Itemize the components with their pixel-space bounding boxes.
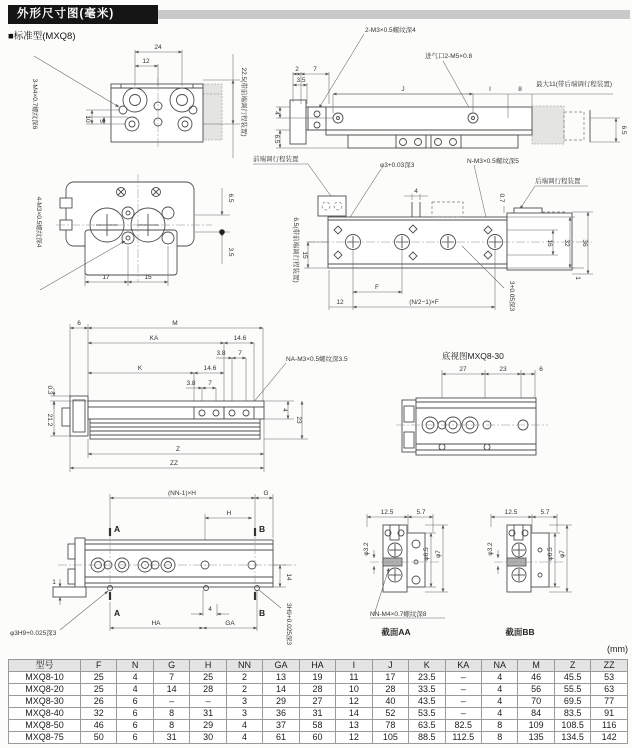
column-header: Z (554, 660, 590, 672)
column-header: KA (445, 660, 481, 672)
value-cell: 31 (299, 708, 335, 720)
value-cell: 31 (190, 708, 226, 720)
dim-14p6-b: 14.6 (203, 365, 217, 372)
value-cell: 29 (263, 696, 299, 708)
value-cell: 63.5 (409, 720, 445, 732)
value-cell: 4 (226, 732, 262, 744)
value-cell: 23.5 (409, 672, 445, 684)
dim-21p2: 21.2 (46, 413, 53, 427)
value-cell: 28 (372, 684, 408, 696)
bb-dim-phi3p2: φ3.2 (487, 542, 494, 556)
bb-dim-phi6p5: φ6.5 (547, 547, 554, 561)
dim-Z: Z (176, 446, 180, 453)
dim-7: 7 (313, 66, 317, 73)
value-cell: 26 (81, 696, 117, 708)
value-cell: 69.5 (554, 696, 590, 708)
value-cell: 14 (336, 708, 372, 720)
model-cell: MXQ8-10 (9, 672, 81, 684)
value-cell: 53.5 (409, 708, 445, 720)
thread-callout: 2-M3×0.5螺纹深4 (365, 27, 416, 34)
value-cell: 46 (518, 672, 554, 684)
value-cell: 112.5 (445, 732, 481, 744)
value-cell: 56 (518, 684, 554, 696)
value-cell: 78 (372, 720, 408, 732)
column-header: NA (481, 660, 517, 672)
section-aa-title: 截面AA (381, 627, 411, 637)
table-row (9, 732, 628, 744)
section-mark-B-bottom: B (259, 608, 266, 618)
dim-1: 1 (574, 276, 581, 280)
dim-3p8-a: 3.8 (216, 350, 226, 357)
column-header: HA (299, 660, 335, 672)
model-cell: MXQ8-20 (9, 684, 81, 696)
value-cell: 36 (263, 708, 299, 720)
bottom-view-title: 底视图MXQ8-30 (442, 351, 504, 361)
value-cell: 40 (372, 696, 408, 708)
value-cell: 2 (226, 672, 262, 684)
value-cell: 77 (591, 696, 628, 708)
bottom-view-drawing (396, 344, 632, 474)
dim-14p6-a: 14.6 (233, 335, 247, 342)
value-cell: – (445, 684, 481, 696)
value-cell: 12 (336, 732, 372, 744)
column-header: M (518, 660, 554, 672)
dim-17: 17 (102, 274, 110, 281)
value-cell: – (445, 672, 481, 684)
max-stroke-note: 最大11(带后端调行程装置) (536, 81, 613, 88)
column-header: 型号 (9, 660, 81, 672)
value-cell: 37 (263, 720, 299, 732)
dim-23: 23 (499, 366, 507, 373)
rear-adjuster-label: 后端调行程装置 (535, 178, 581, 185)
value-cell: – (445, 708, 481, 720)
value-cell: 70 (518, 696, 554, 708)
dim-8: 8 (518, 86, 522, 93)
dim-10: 10 (84, 115, 91, 123)
dim-KA: KA (149, 335, 159, 342)
value-cell: 84 (518, 708, 554, 720)
model-cell: MXQ8-40 (9, 708, 81, 720)
thread-callout: 4-M3×0.5螺纹深4 (35, 196, 42, 248)
dim-14: 14 (285, 573, 292, 581)
page-title: 外形尺寸图(毫米) (8, 5, 158, 24)
dim-NN-pitch: (NN-1)×H (168, 490, 196, 497)
dim-6: 6 (539, 366, 543, 373)
value-cell: 19 (299, 672, 335, 684)
value-cell: 3 (226, 708, 262, 720)
section-bb-title: 截面BB (505, 627, 535, 637)
dim-4: 4 (208, 606, 212, 613)
value-cell: 11 (336, 672, 372, 684)
arm-side-view-drawing (28, 314, 398, 482)
value-cell: 14 (153, 684, 189, 696)
under-view-drawing (8, 170, 264, 318)
value-cell: 91 (591, 708, 628, 720)
table-row (9, 672, 628, 684)
value-cell: 8 (153, 708, 189, 720)
value-cell: 25 (81, 672, 117, 684)
dim-H: H (226, 510, 232, 517)
thread-callout: NA-M3×0.5螺纹深3.5 (286, 356, 348, 363)
model-cell: MXQ8-50 (9, 720, 81, 732)
dim-1: 1 (52, 579, 56, 586)
dim-36: 36 (581, 239, 588, 247)
value-cell: 6 (117, 732, 153, 744)
series-subtitle: ■标准型(MXQ8) (8, 31, 76, 42)
value-cell: 33.5 (409, 684, 445, 696)
thread-callout: N-M3×0.5螺纹深5 (467, 158, 519, 165)
dim-M: M (172, 320, 178, 327)
value-cell: 10 (336, 684, 372, 696)
dim-HA: HA (151, 620, 161, 627)
table-row (9, 708, 628, 720)
unit-note: (mm) (607, 644, 628, 654)
value-cell: 50 (81, 732, 117, 744)
value-cell: 88.5 (409, 732, 445, 744)
dim-3p5: 3.5 (296, 77, 306, 84)
value-cell: 83.5 (554, 708, 590, 720)
value-cell: 116 (591, 720, 628, 732)
column-header: GA (263, 660, 299, 672)
value-cell: – (190, 696, 226, 708)
column-header: ZZ (591, 660, 628, 672)
value-cell: 8 (481, 732, 517, 744)
column-header: I (336, 660, 372, 672)
value-cell: 25 (190, 672, 226, 684)
value-cell: 142 (591, 732, 628, 744)
dim-2: 2 (295, 66, 299, 73)
section-views-drawing (330, 492, 632, 644)
column-header: K (409, 660, 445, 672)
section-mark-B-top: B (259, 524, 266, 534)
column-header: N (117, 660, 153, 672)
mounting-view-drawing (8, 484, 338, 652)
dim-4: 4 (273, 111, 280, 115)
value-cell: 4 (481, 684, 517, 696)
value-cell: 4 (481, 696, 517, 708)
value-cell: 109 (518, 720, 554, 732)
value-cell: 30 (190, 732, 226, 744)
value-cell: 55.5 (554, 684, 590, 696)
dim-16: 16 (546, 239, 553, 247)
value-cell: 17 (372, 672, 408, 684)
value-cell: 82.5 (445, 720, 481, 732)
value-cell: 43.5 (409, 696, 445, 708)
table-row (9, 720, 628, 732)
air-port-callout: 进气口2-M5×0.8 (425, 53, 473, 60)
value-cell: 27 (299, 696, 335, 708)
value-cell: 4 (226, 720, 262, 732)
model-cell: MXQ8-30 (9, 696, 81, 708)
dim-0p7: 0.7 (498, 193, 505, 203)
dim-F: F (375, 284, 379, 291)
value-cell: 25 (81, 684, 117, 696)
value-cell: 6 (117, 708, 153, 720)
bb-dim-12p5: 12.5 (504, 509, 518, 516)
aa-dim-phi7: φ7 (435, 550, 442, 558)
column-header: H (190, 660, 226, 672)
dim-6: 6 (77, 320, 81, 327)
dim-7-a: 7 (238, 350, 242, 357)
dim-I: I (489, 86, 491, 93)
column-header: F (81, 660, 117, 672)
value-cell: 4 (117, 672, 153, 684)
value-cell: 45.5 (554, 672, 590, 684)
column-header: NN (226, 660, 262, 672)
aa-dim-5p7: 5.7 (416, 509, 426, 516)
dim-7-b: 7 (208, 380, 212, 387)
dim-ZZ: ZZ (170, 460, 178, 467)
value-cell: 53 (591, 672, 628, 684)
aa-dim-phi6p5: φ6.5 (423, 547, 430, 561)
value-cell: 105 (372, 732, 408, 744)
value-cell: 61 (263, 732, 299, 744)
pin-hole-callout: φ3H9+0.025深3 (10, 630, 57, 637)
value-cell: 28 (299, 684, 335, 696)
dim-3p5: 3.5 (227, 247, 234, 257)
value-cell: 31 (153, 732, 189, 744)
bb-dim-5p7: 5.7 (540, 509, 550, 516)
left-height-note: 6.5(带前端调行程装置) (292, 217, 299, 283)
dim-6p5: 6.5 (227, 193, 234, 203)
dim-15: 15 (144, 274, 152, 281)
value-cell: 28 (190, 684, 226, 696)
value-cell: 4 (481, 672, 517, 684)
table-row (9, 696, 628, 708)
dim-15: 15 (301, 251, 308, 259)
dim-32: 32 (563, 239, 570, 247)
slot-callout: 3+0.05深3 (508, 280, 515, 312)
value-cell: 14 (263, 684, 299, 696)
value-cell: 4 (117, 684, 153, 696)
value-cell: 7 (153, 672, 189, 684)
value-cell: – (445, 696, 481, 708)
dim-0p3: 0.3 (46, 385, 53, 395)
front-adjuster-label: 前端调行程装置 (253, 156, 299, 163)
value-cell: 58 (299, 720, 335, 732)
dim-GA: GA (225, 620, 235, 627)
title-bar-extension (158, 10, 630, 19)
dim-6p5-left: 6.5 (273, 134, 280, 144)
column-header: G (153, 660, 189, 672)
value-cell: 108.5 (554, 720, 590, 732)
model-cell: MXQ8-75 (9, 732, 81, 744)
dim-12: 12 (336, 299, 344, 306)
aa-dim-12p5: 12.5 (380, 509, 394, 516)
value-cell: 134.5 (554, 732, 590, 744)
bb-dim-phi7: φ7 (559, 550, 566, 558)
value-cell: – (153, 696, 189, 708)
thread-callout: 3-M4×0.7螺纹深6 (31, 78, 38, 130)
value-cell: 135 (518, 732, 554, 744)
dim-5: 5 (98, 119, 105, 123)
value-cell: 63 (591, 684, 628, 696)
dim-12: 12 (142, 58, 150, 65)
value-cell: 13 (336, 720, 372, 732)
dim-6p5-right: 6.5 (620, 125, 627, 135)
value-cell: 4 (481, 708, 517, 720)
section-mark-A-top: A (114, 524, 121, 534)
dim-4-top: 4 (414, 188, 418, 195)
value-cell: 6 (117, 720, 153, 732)
value-cell: 12 (336, 696, 372, 708)
dowel-hole-callout: φ3+0.03深3 (380, 162, 415, 169)
value-cell: 2 (226, 684, 262, 696)
dim-J: J (401, 86, 405, 93)
dim-27: 27 (459, 366, 467, 373)
pin-hole-side-callout: 3H9+0.025深3 (285, 602, 292, 646)
dim-23: 23 (295, 416, 302, 424)
aa-dim-phi3p2: φ3.2 (363, 542, 370, 556)
dim-pitch-formula: (N/2−1)×F (409, 299, 439, 306)
value-cell: 3 (226, 696, 262, 708)
value-cell: 60 (299, 732, 335, 744)
value-cell: 6 (117, 696, 153, 708)
value-cell: 29 (190, 720, 226, 732)
value-cell: 46 (81, 720, 117, 732)
value-cell: 8 (153, 720, 189, 732)
value-cell: 13 (263, 672, 299, 684)
dim-K: K (137, 365, 143, 372)
section-mark-A-bottom: A (114, 608, 121, 618)
table-row (9, 684, 628, 696)
top-view-drawing (248, 150, 632, 318)
end-view-drawing (8, 40, 270, 172)
dimension-table (8, 659, 628, 744)
dim-3p8-b: 3.8 (186, 380, 196, 387)
dim-24: 24 (154, 44, 162, 51)
value-cell: 8 (481, 720, 517, 732)
column-header: J (372, 660, 408, 672)
aa-thread-callout: NN-M4×0.7螺纹深8 (370, 611, 427, 618)
stroke-adjuster-height-label: 22.5(带前端调行程装置) (240, 67, 247, 137)
value-cell: 52 (372, 708, 408, 720)
table-header-row (9, 660, 628, 672)
dim-G: G (263, 490, 269, 497)
dim-4: 4 (281, 408, 288, 412)
value-cell: 32 (81, 708, 117, 720)
